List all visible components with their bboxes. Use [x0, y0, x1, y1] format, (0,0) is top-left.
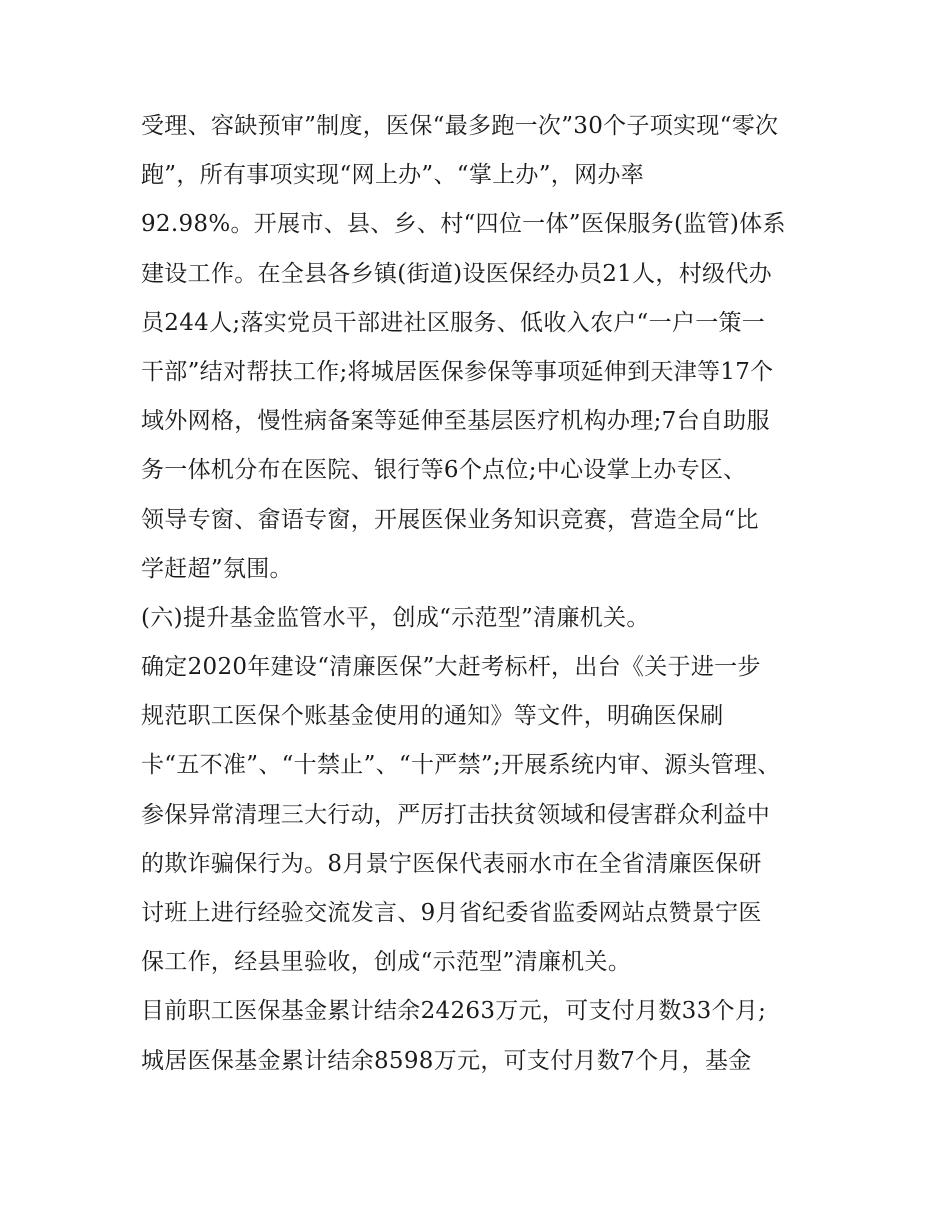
text-line: 确定2020年建设“清廉医保”大赶考标杆，出台《关于进一步 — [141, 654, 761, 681]
text-line: 务一体机分布在医院、银行等6个点位;中心设掌上办专区、 — [141, 457, 747, 484]
text-line: 讨班上进行经验交流发言、9月省纪委省监委网站点赞景宁医 — [141, 900, 762, 926]
text-line: 参保异常清理三大行动，严厉打击扶贫领域和侵害群众利益中 — [141, 801, 771, 828]
text-line: 建设工作。在全县各乡镇(街道)设医保经办员21人，村级代办 — [141, 260, 772, 287]
text-line: 领导专窗、畲语专窗，开展医保业务知识竞赛，营造全局“比 — [141, 506, 759, 533]
body-text — [141, 102, 821, 1086]
section-heading: (六)提升基金监管水平，创成“示范型”清廉机关。 — [141, 604, 650, 631]
text-line: 受理、容缺预审”制度，医保“最多跑一次”30个子项实现“零次 — [141, 113, 779, 139]
text-line: 规范职工医保个账基金使用的通知》等文件，明确医保刷 — [141, 703, 724, 730]
text-line: 城居医保基金累计结余8598万元，可支付月数7个月，基金 — [141, 1047, 752, 1074]
text-line: 保工作，经县里验收，创成“示范型”清廉机关。 — [141, 949, 632, 976]
text-line: 域外网格，慢性病备案等延伸至基层医疗机构办理;7台自助服 — [141, 408, 770, 435]
text-line: 92.98%。开展市、县、乡、村“四位一体”医保服务(监管)体系 — [141, 211, 786, 238]
text-line: 的欺诈骗保行为。8月景宁医保代表丽水市在全省清廉医保研 — [141, 850, 762, 877]
text-line: 跑”，所有事项实现“网上办”、“掌上办”，网办率 — [141, 162, 644, 189]
text-line: 卡“五不准”、“十禁止”、“十严禁”;开展系统内审、源头管理、 — [141, 752, 781, 779]
text-line: 学赶超”氛围。 — [141, 555, 293, 582]
text-line: 员244人;落实党员干部进社区服务、低收入农户“一户一策一 — [141, 309, 766, 336]
text-line: 目前职工医保基金累计结余24263万元，可支付月数33个月; — [141, 998, 767, 1025]
text-line: 干部”结对帮扶工作;将城居医保参保等事项延伸到天津等17个 — [141, 358, 774, 385]
